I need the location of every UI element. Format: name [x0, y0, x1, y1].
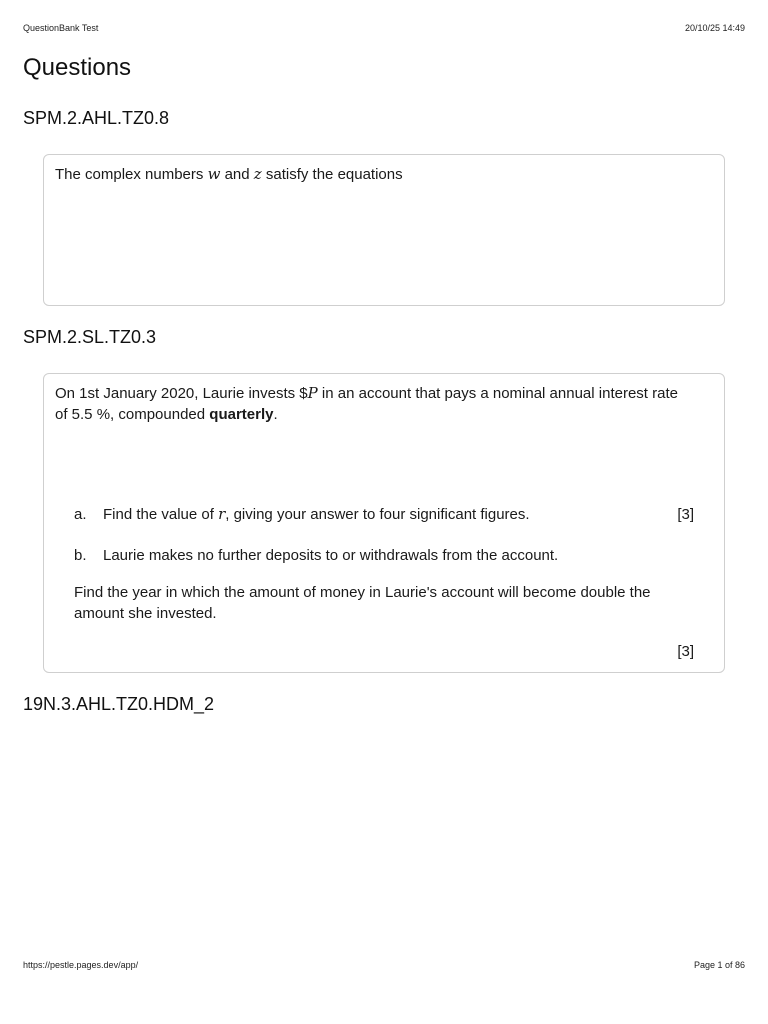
print-header-title: QuestionBank Test: [23, 23, 99, 33]
stem-text: .: [273, 406, 278, 423]
question-ref-3: 19N.3.AHL.TZ0.HDM_2: [23, 694, 215, 714]
part-text: Find the value of: [103, 506, 219, 523]
part-letter: a.: [74, 506, 87, 523]
math-variable: P: [307, 384, 318, 402]
part-text: Laurie makes no further deposits to or withdrawals from the account.: [103, 547, 559, 564]
math-variable: r: [218, 505, 226, 523]
print-header: [23, 23, 745, 33]
stem-text: and: [220, 166, 254, 183]
stem-text: in an account that pays a nominal annual interest rate of 5.5 %, compounded: [55, 385, 678, 423]
marks-label: [3]: [677, 643, 694, 660]
page-title: Questions: [23, 54, 132, 81]
math-variable: z: [253, 165, 262, 183]
print-footer: [23, 960, 745, 970]
stem-text: satisfy the equations: [261, 166, 403, 183]
stem-text: On 1st January 2020, Laurie invests $: [55, 385, 308, 402]
question-part-a: [74, 504, 694, 525]
stem-text: The complex numbers: [55, 166, 208, 183]
part-letter: b.: [74, 547, 87, 564]
part-text: , giving your answer to four significant figures.: [225, 506, 530, 523]
question-box-2: [43, 373, 725, 673]
question-part-b-followup: Find the year in which the amount of money in Laurie's account will become double the amount she invested.: [74, 584, 651, 622]
question-box-1: [43, 154, 725, 306]
question-ref-2: SPM.2.SL.TZ0.3: [23, 327, 157, 347]
print-header-timestamp: 20/10/25 14:49: [684, 23, 745, 33]
question-stem-1: [55, 164, 684, 185]
stem-bold-text: quarterly: [209, 406, 274, 423]
print-footer-page-number: Page 1 of 86: [693, 960, 745, 970]
print-footer-url: https://pestle.pages.dev/app/: [23, 960, 139, 970]
math-variable: w: [207, 165, 221, 183]
question-part-b: [74, 545, 694, 566]
marks-label: [3]: [677, 506, 694, 523]
question-stem-2: [55, 383, 684, 425]
question-ref-1: SPM.2.AHL.TZ0.8: [23, 108, 170, 128]
